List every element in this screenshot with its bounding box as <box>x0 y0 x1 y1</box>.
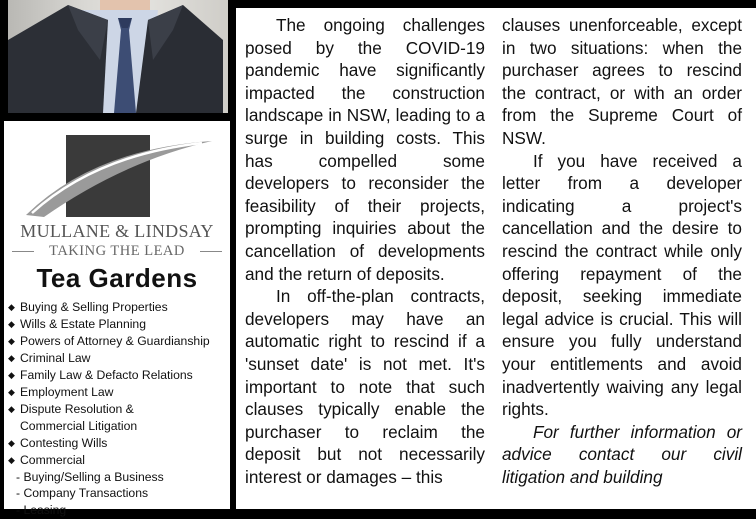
service-item: ◆ Criminal Law <box>8 350 91 365</box>
service-item-continued: Commercial Litigation <box>20 418 138 433</box>
bullet-icon: ◆ <box>8 386 15 397</box>
logo-mark-icon <box>4 121 230 221</box>
tagline-rule-right <box>200 251 222 252</box>
office-location: Tea Gardens <box>36 263 198 293</box>
service-subitem: - Buying/Selling a Business <box>16 469 164 484</box>
service-item: ◆ Employment Law <box>8 384 114 399</box>
article-paragraph-continued: clauses unenforceable, except in two situations: when the purchaser agrees to rescind the contract, or with an order from the Supreme Court of NSW. <box>502 15 742 148</box>
bullet-icon: ◆ <box>8 302 15 312</box>
article-paragraph: The ongoing challenges posed by the COVID-19 pandemic have significantly impacted the construction landscape in NSW, leading to a surge in building costs. This has compelled some developers to reconsider the feasibility of their projects, prompting inquiries about the cancellation of developments and the return of deposits. <box>245 15 485 284</box>
bullet-icon: ◆ <box>8 403 15 414</box>
firm-name: MULLANE & LINDSAY <box>20 221 214 241</box>
service-item: ◆ Family Law & Defacto Relations <box>8 367 193 382</box>
service-item: ◆ Dispute Resolution & <box>8 401 134 416</box>
bullet-icon: ◆ <box>8 437 15 448</box>
service-item: ◆ Powers of Attorney & Guardianship <box>8 333 210 348</box>
service-subitem: - Company Transactions <box>16 486 149 501</box>
article-column-1 <box>245 14 485 488</box>
article-paragraph: In off-the-plan contracts, developers may have an automatic right to rescind if a 'sunset date' is not met. It's important to note that such clauses typically enable the purchaser to reclaim the deposit but not necessarily interest or damages – this <box>245 286 485 487</box>
service-item: ◆ Commercial <box>8 452 86 467</box>
bullet-icon: ◆ <box>8 369 15 380</box>
bullet-icon: ◆ <box>8 352 15 363</box>
tagline: TAKING THE LEAD <box>49 243 185 259</box>
article-body <box>236 8 756 509</box>
service-subitem: - Leasing <box>16 503 67 518</box>
bullet-icon: ◆ <box>8 318 15 329</box>
service-item: ◆ Wills & Estate Planning <box>8 316 146 331</box>
tagline-row <box>12 243 222 259</box>
article-column-2 <box>502 14 742 488</box>
service-item: ◆ Buying & Selling Properties <box>8 300 168 314</box>
services-list <box>8 299 210 519</box>
law-firm-advertisement <box>4 121 230 518</box>
article-contact-paragraph: For further information or advice contact our civil litigation and building <box>502 421 742 487</box>
service-item: ◆ Contesting Wills <box>8 435 108 450</box>
bullet-icon: ◆ <box>8 335 15 346</box>
bullet-icon: ◆ <box>8 454 15 465</box>
article-paragraph: If you have received a letter from a developer indicating a project's cancellation and the desire to rescind the contract while only offering repayment of the deposit, seeking immediate legal advice is crucial. This will ensure you fully understand your entitlements and avoid inadvertently waiving any legal rights. <box>502 150 742 420</box>
portrait-photo <box>8 0 228 113</box>
person-portrait-icon <box>8 0 228 113</box>
